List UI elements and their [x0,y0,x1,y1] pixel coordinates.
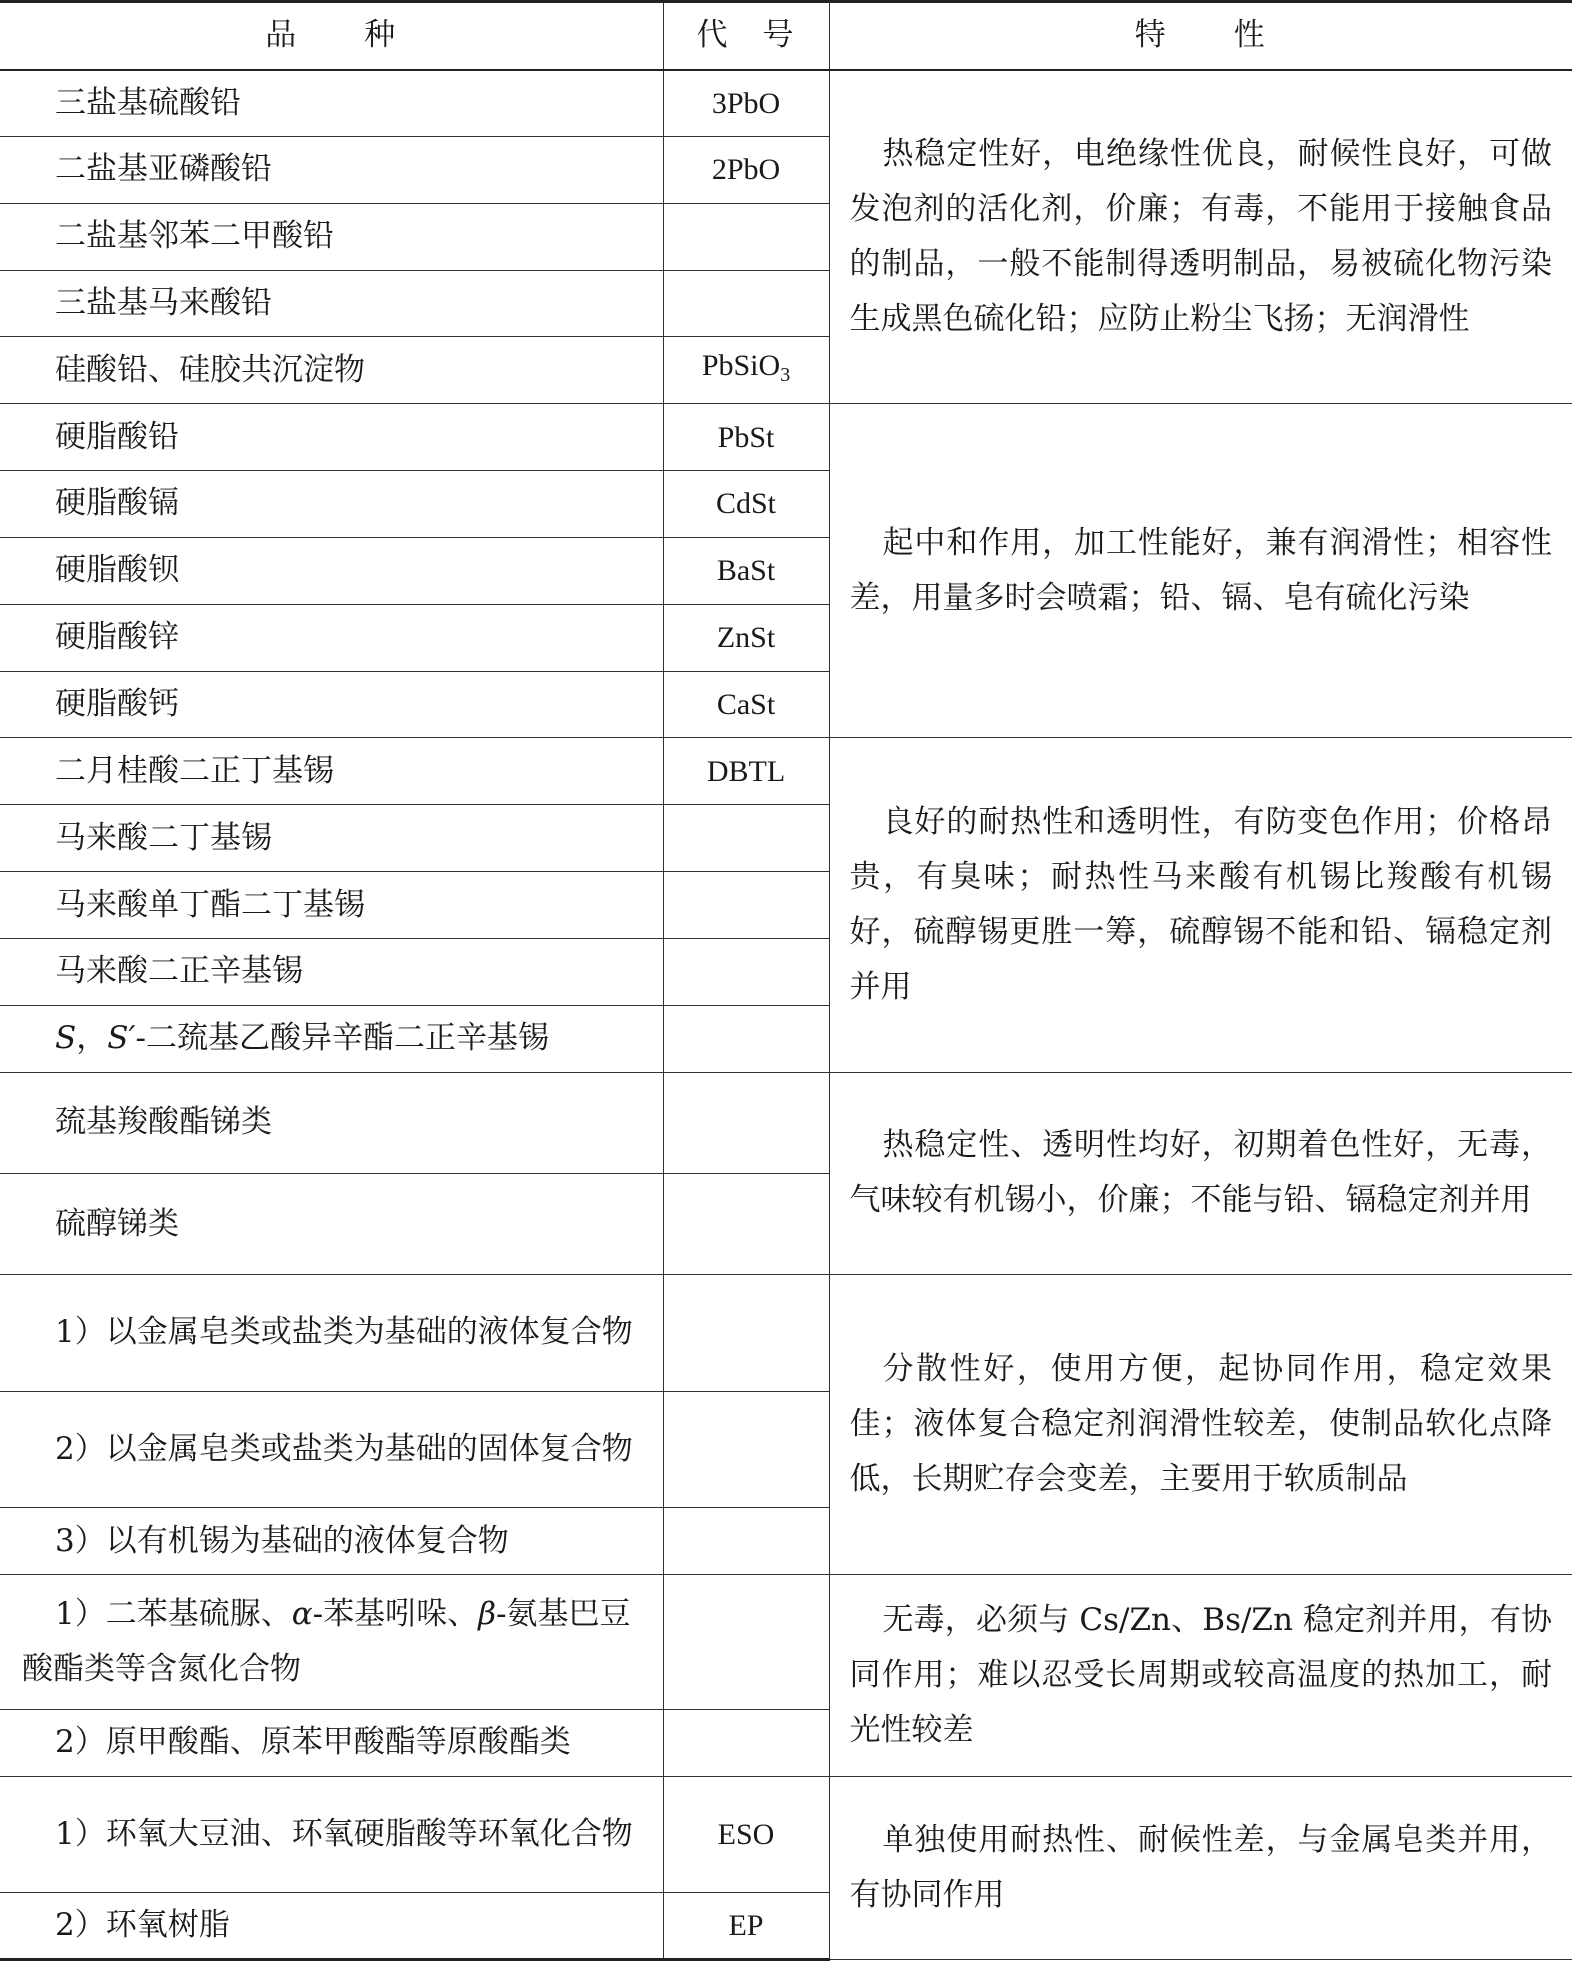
name-part: -苯基吲哚、 [312,1595,479,1632]
table-row [0,404,1572,471]
name-rest: -二巯基乙酸异辛酯二正辛基锡 [135,1020,550,1057]
variety-cell: 硬脂酸钙 [0,671,663,738]
table-row [0,1275,1572,1391]
header-name: 品 种 [0,2,663,70]
code-cell [663,1005,829,1072]
code-cell [663,1275,829,1391]
code-cell: ESO [663,1776,829,1892]
variety-cell: 1）以金属皂类或盐类为基础的液体复合物 [0,1275,663,1391]
code-cell [663,337,829,404]
code-cell: 3PbO [663,70,829,137]
variety-cell: 硅酸铅、硅胶共沉淀物 [0,337,663,404]
variety-cell [0,1005,663,1072]
variety-cell: 硬脂酸钡 [0,537,663,604]
variety-cell: 二盐基亚磷酸铅 [0,136,663,203]
variety-cell: 2）以金属皂类或盐类为基础的固体复合物 [0,1391,663,1507]
table-row [0,738,1572,805]
code-cell: PbSt [663,404,829,471]
variety-cell: 硫醇锑类 [0,1173,663,1274]
variety-cell: 2）原甲酸酯、原苯甲酸酯等原酸酯类 [0,1709,663,1776]
code-cell [663,938,829,1005]
header-property: 特 性 [829,2,1572,70]
header-code: 代 号 [663,2,829,70]
code-text: PbSiO [701,348,781,382]
variety-cell: 三盐基马来酸铅 [0,270,663,337]
variety-cell [0,1575,663,1710]
code-cell [663,1391,829,1507]
property-cell: 单独使用耐热性、耐候性差，与金属皂类并用，有协同作用 [829,1776,1572,1959]
code-cell [663,1508,829,1575]
property-cell: 无毒，必须与 Cs/Zn、Bs/Zn 稳定剂并用，有协同作用；难以忍受长周期或较高温度的热加工，耐光性较差 [829,1575,1572,1777]
table-row [0,1072,1572,1173]
property-cell: 起中和作用，加工性能好，兼有润滑性；相容性差，用量多时会喷霜；铅、镉、皂有硫化污染 [829,404,1572,738]
table-row [0,70,1572,137]
code-cell: DBTL [663,738,829,805]
code-cell [663,270,829,337]
code-subscript: 3 [780,363,791,386]
variety-cell: 马来酸二丁基锡 [0,805,663,872]
code-cell: EP [663,1893,829,1960]
code-cell [663,1072,829,1173]
code-cell [663,805,829,872]
code-cell [663,872,829,939]
code-cell: 2PbO [663,136,829,203]
code-cell [663,1709,829,1776]
variety-cell: 硬脂酸镉 [0,471,663,538]
property-cell: 良好的耐热性和透明性，有防变色作用；价格昂贵，有臭味；耐热性马来酸有机锡比羧酸有机锡好，硫醇锡更胜一筹，硫醇锡不能和铅、镉稳定剂并用 [829,738,1572,1072]
variety-cell: 二盐基邻苯二甲酸铅 [0,203,663,270]
italic-s: S [55,1020,77,1057]
table-row [0,1776,1572,1892]
italic-s-prime: S′ [107,1020,136,1057]
property-cell: 分散性好，使用方便，起协同作用，稳定效果佳；液体复合稳定剂润滑性较差，使制品软化点降低，长期贮存会变差，主要用于软质制品 [829,1275,1572,1575]
variety-cell: 1）环氧大豆油、环氧硬脂酸等环氧化合物 [0,1776,663,1892]
variety-cell: 巯基羧酸酯锑类 [0,1072,663,1173]
header-row [0,2,1572,70]
code-cell: BaSt [663,537,829,604]
name-separator: ， [76,1020,108,1057]
beta-symbol: β [478,1595,497,1632]
code-cell [663,1173,829,1274]
variety-cell: 3）以有机锡为基础的液体复合物 [0,1508,663,1575]
variety-cell: 二月桂酸二正丁基锡 [0,738,663,805]
property-cell: 热稳定性好，电绝缘性优良，耐候性良好，可做发泡剂的活化剂，价廉；有毒，不能用于接触食品的制品，一般不能制得透明制品，易被硫化物污染生成黑色硫化铅；应防止粉尘飞扬；无润滑性 [829,70,1572,404]
name-part: -氨基巴豆酸酯类等含氮化合物 [22,1595,631,1687]
table-row [0,1575,1572,1710]
alpha-symbol: α [291,1595,313,1632]
variety-cell: 2）环氧树脂 [0,1893,663,1960]
code-cell [663,203,829,270]
code-cell: CaSt [663,671,829,738]
variety-cell: 马来酸单丁酯二丁基锡 [0,872,663,939]
code-cell: CdSt [663,471,829,538]
property-cell: 热稳定性、透明性均好，初期着色性好，无毒，气味较有机锡小，价廉；不能与铅、镉稳定剂并用 [829,1072,1572,1275]
variety-cell: 硬脂酸铅 [0,404,663,471]
name-part: 1）二苯基硫脲、 [55,1595,292,1632]
variety-cell: 马来酸二正辛基锡 [0,938,663,1005]
variety-cell: 三盐基硫酸铅 [0,70,663,137]
variety-cell: 硬脂酸锌 [0,604,663,671]
code-cell [663,1575,829,1710]
code-cell: ZnSt [663,604,829,671]
